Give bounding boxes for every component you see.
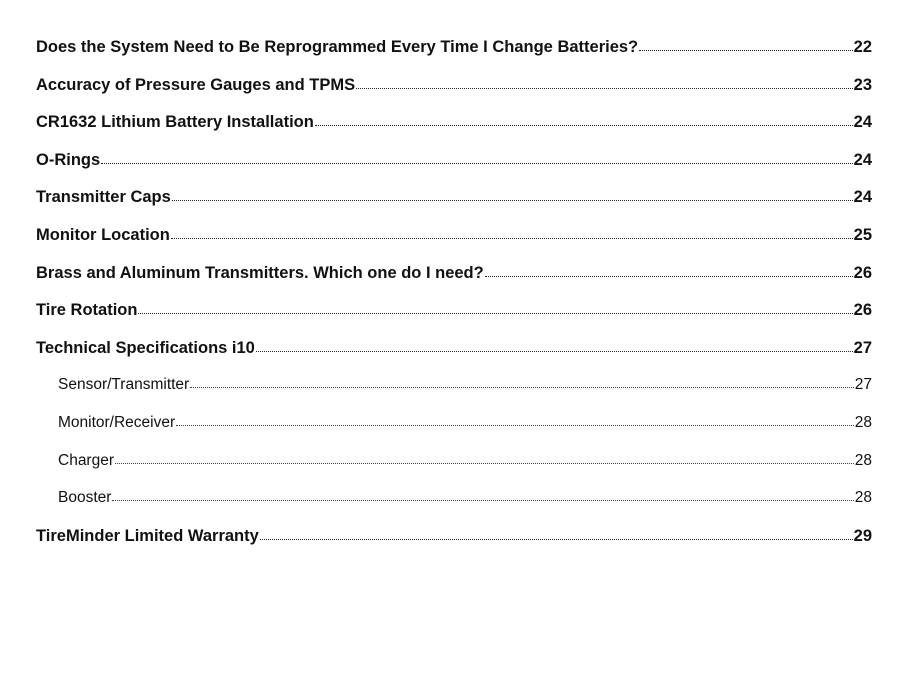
toc-entry-title: Monitor Location bbox=[36, 225, 170, 244]
toc-entry-limited-warranty[interactable] bbox=[36, 522, 872, 560]
toc-entry-accuracy-gauges[interactable] bbox=[36, 71, 872, 109]
toc-dot-leader bbox=[356, 84, 853, 89]
toc-entry-title: Technical Specifications i10 bbox=[36, 338, 255, 357]
toc-page-number: 27 bbox=[854, 376, 872, 394]
toc-entry-title: Sensor/Transmitter bbox=[58, 376, 190, 394]
toc-page-number: 23 bbox=[853, 75, 872, 94]
toc-dot-leader bbox=[315, 121, 853, 126]
toc-dot-leader bbox=[639, 46, 853, 51]
toc-entry-monitor-location[interactable] bbox=[36, 221, 872, 259]
toc-page-number: 26 bbox=[853, 263, 872, 282]
toc-entry-brass-aluminum[interactable] bbox=[36, 259, 872, 297]
toc-dot-leader bbox=[176, 421, 854, 426]
toc-page-number: 28 bbox=[854, 413, 872, 431]
toc-dot-leader bbox=[260, 535, 853, 540]
toc-dot-leader bbox=[256, 347, 853, 352]
toc-entry-title: Tire Rotation bbox=[36, 301, 138, 320]
toc-dot-leader bbox=[115, 459, 854, 464]
toc-entry-sensor-transmitter[interactable] bbox=[36, 371, 872, 409]
toc-entry-reprogram-batteries[interactable] bbox=[36, 33, 872, 71]
toc-entry-title: Monitor/Receiver bbox=[58, 413, 176, 431]
toc-entry-title: Accuracy of Pressure Gauges and TPMS bbox=[36, 75, 356, 94]
toc-page-number: 25 bbox=[853, 225, 872, 244]
toc-entry-title: CR1632 Lithium Battery Installation bbox=[36, 113, 314, 132]
toc-entry-transmitter-caps[interactable] bbox=[36, 183, 872, 221]
toc-entry-title: TireMinder Limited Warranty bbox=[36, 526, 259, 545]
toc-entry-title: O-Rings bbox=[36, 150, 101, 169]
toc-entry-monitor-receiver[interactable] bbox=[36, 409, 872, 447]
toc-entry-title: Booster bbox=[58, 489, 112, 507]
toc-dot-leader bbox=[171, 234, 853, 239]
toc-page-number: 24 bbox=[853, 113, 872, 132]
toc-page-number: 27 bbox=[853, 338, 872, 357]
toc-dot-leader bbox=[172, 196, 853, 201]
toc-page-number: 24 bbox=[853, 150, 872, 169]
toc-entry-title: Does the System Need to Be Reprogrammed Every Time I Change Batteries? bbox=[36, 38, 639, 56]
table-of-contents bbox=[36, 33, 872, 559]
toc-dot-leader bbox=[138, 309, 852, 314]
toc-dot-leader bbox=[101, 159, 852, 164]
toc-dot-leader bbox=[112, 496, 853, 501]
toc-entry-technical-specifications[interactable] bbox=[36, 334, 872, 372]
toc-entry-battery-installation[interactable] bbox=[36, 108, 872, 146]
toc-page-number: 24 bbox=[853, 188, 872, 207]
toc-entry-tire-rotation[interactable] bbox=[36, 296, 872, 334]
toc-page-number: 26 bbox=[853, 301, 872, 320]
toc-entry-charger[interactable] bbox=[36, 447, 872, 485]
toc-page-number: 28 bbox=[854, 451, 872, 469]
toc-page-number: 22 bbox=[853, 38, 872, 56]
toc-entry-title: Transmitter Caps bbox=[36, 188, 171, 207]
toc-entry-o-rings[interactable] bbox=[36, 146, 872, 184]
toc-page-number: 28 bbox=[854, 489, 872, 507]
toc-entry-booster[interactable] bbox=[36, 484, 872, 522]
toc-page-number: 29 bbox=[853, 526, 872, 545]
toc-entry-title: Charger bbox=[58, 451, 114, 469]
toc-dot-leader bbox=[190, 383, 854, 388]
toc-entry-title: Brass and Aluminum Transmitters. Which one do I need? bbox=[36, 263, 484, 282]
toc-dot-leader bbox=[485, 272, 853, 277]
